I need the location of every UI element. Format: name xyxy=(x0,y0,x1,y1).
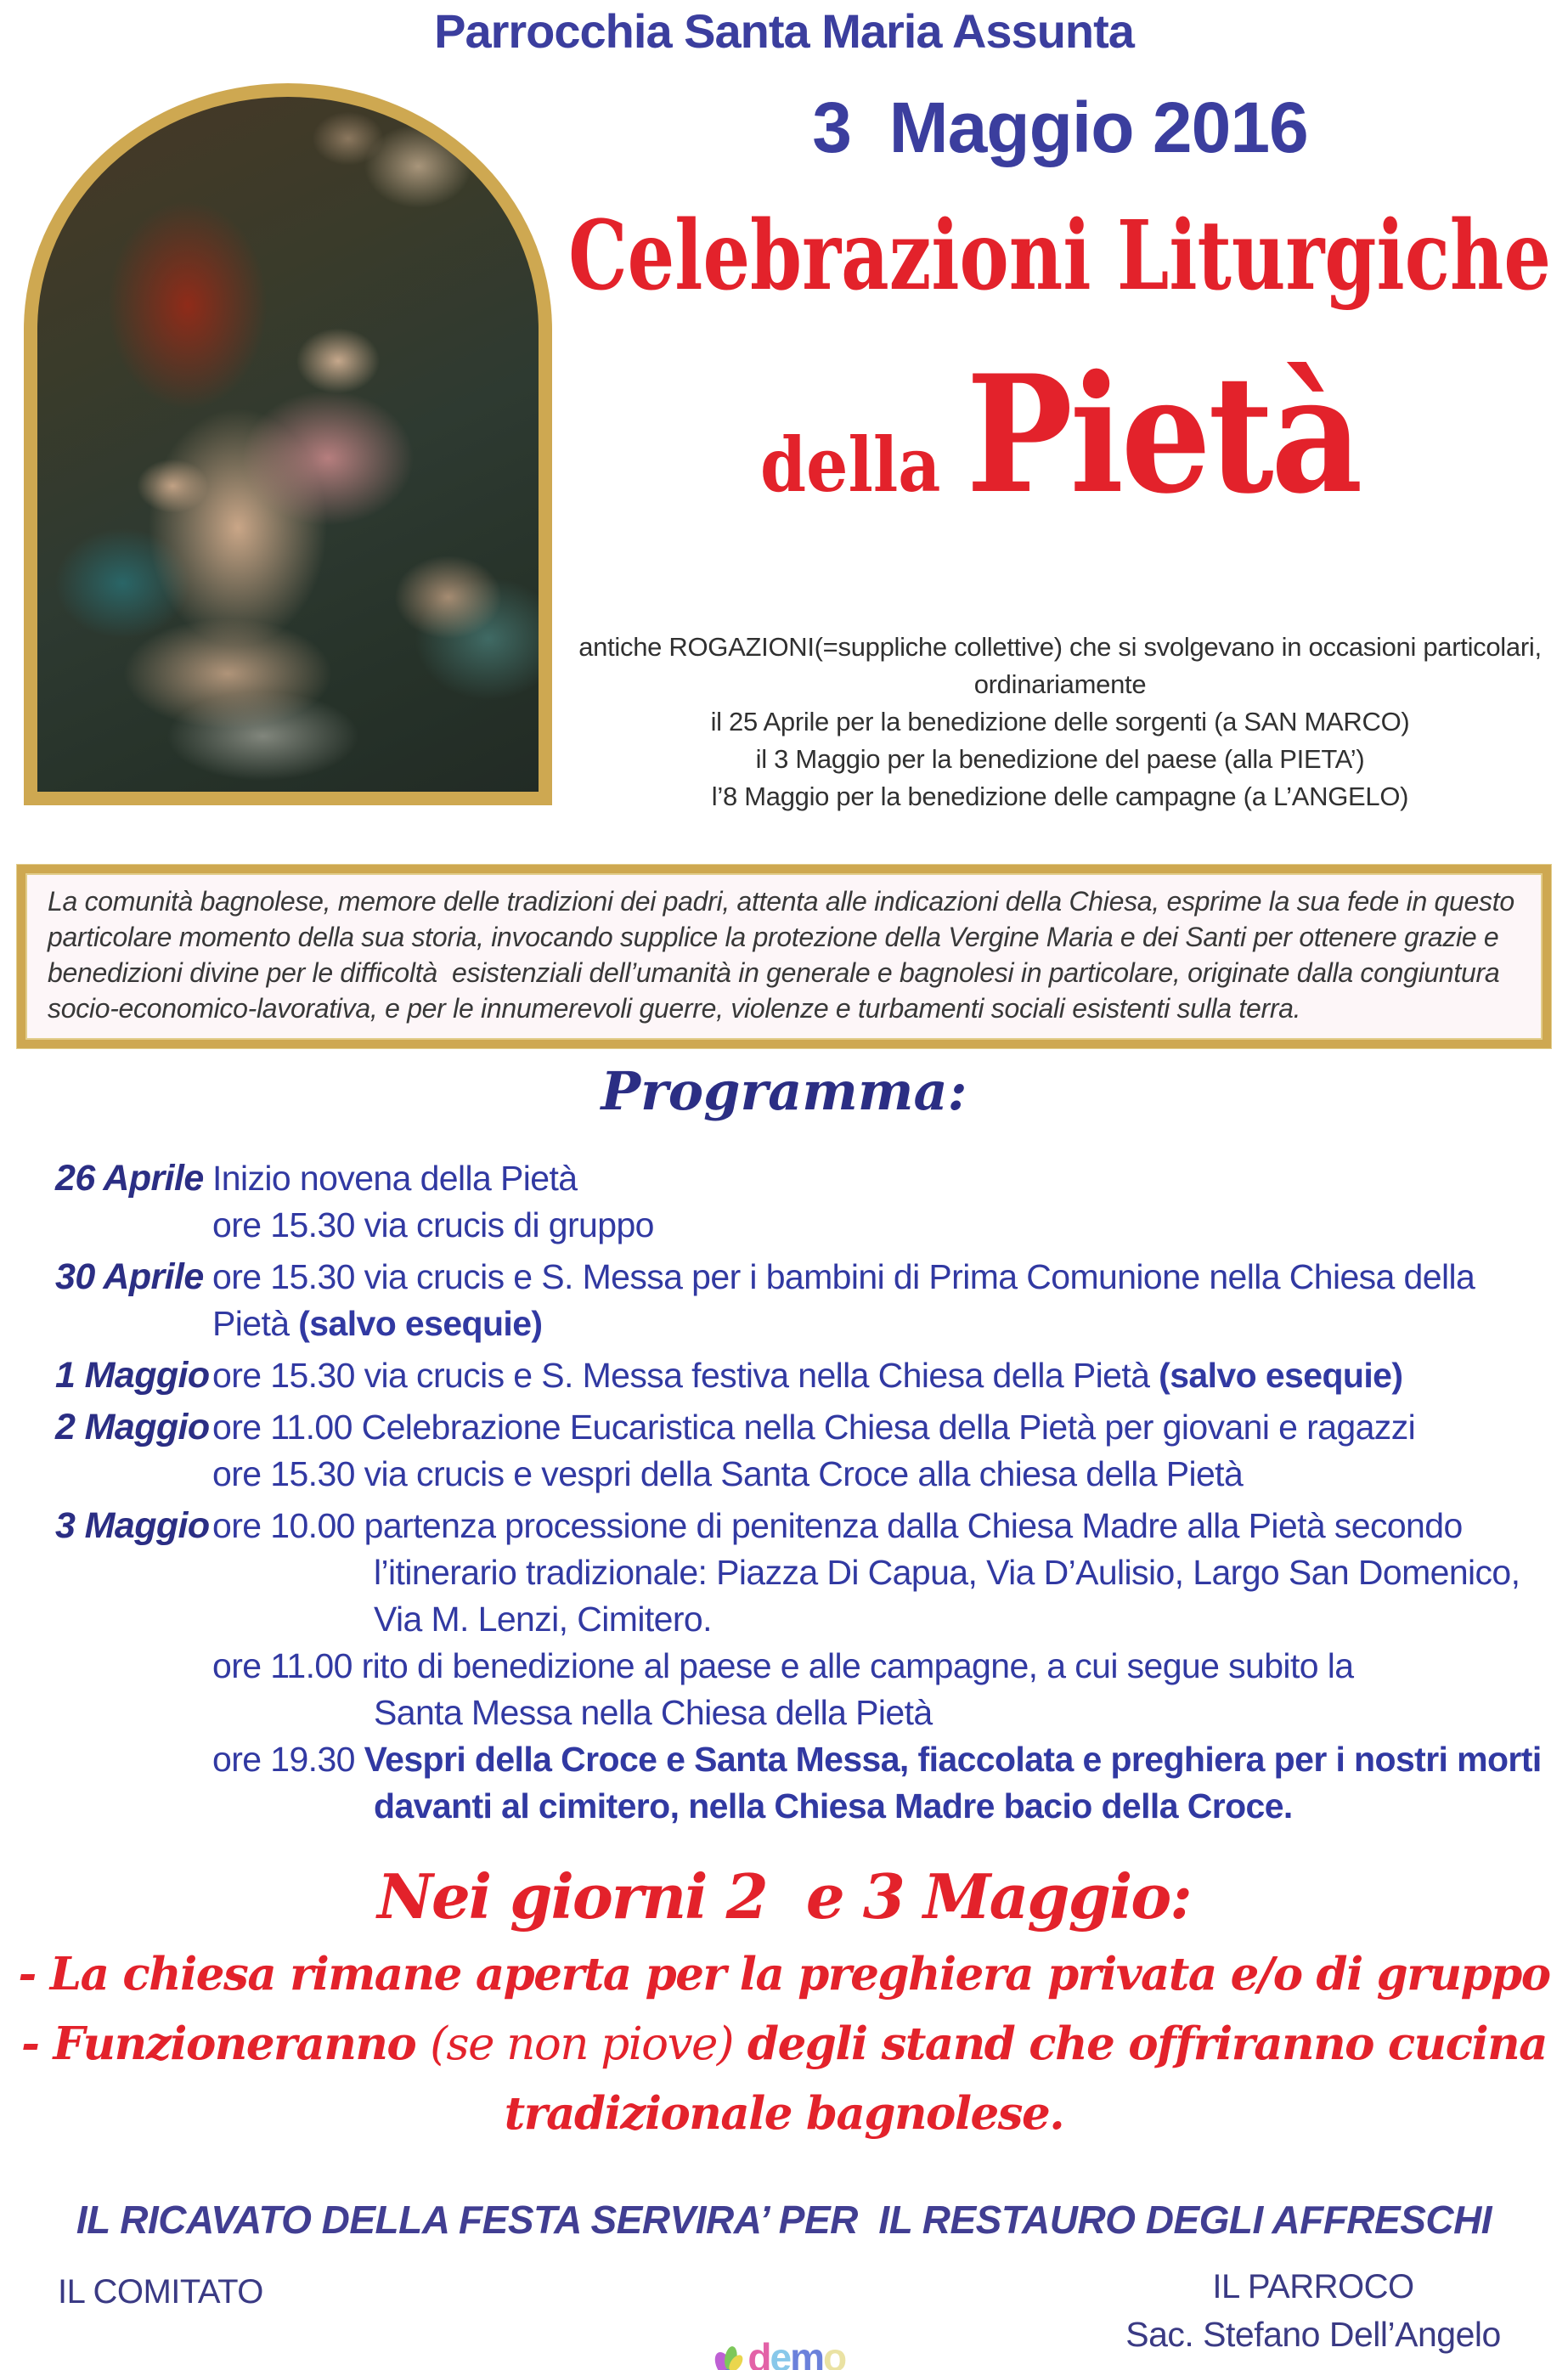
notice-line: - La chiesa rimane aperta per la preghiera privata e/o di gruppo xyxy=(18,1948,1550,2000)
program-entry-body xyxy=(212,1404,1550,1498)
program-line: ore 15.30 via crucis di gruppo xyxy=(212,1205,654,1244)
notice-heading: Nei giorni 2 e 3 Maggio: xyxy=(377,1860,1191,1933)
program-line: Santa Messa nella Chiesa della Pietà xyxy=(374,1693,933,1732)
program-date: 2 Maggio xyxy=(55,1407,210,1447)
intro-line: il 3 Maggio per la benedizione del paese (alla PIETA’) xyxy=(755,744,1365,774)
fundraising-note: IL RICAVATO DELLA FESTA SERVIRA’ PER IL RESTAURO DEGLI AFFRESCHI xyxy=(76,2198,1492,2242)
committee-signature: IL COMITATO xyxy=(58,2273,263,2311)
subtitle-main: Pietà xyxy=(966,340,1360,529)
subtitle-row xyxy=(613,340,1507,529)
program-line: davanti al cimitero, nella Chiesa Madre bacio della Croce. xyxy=(374,1786,1293,1825)
program-entry xyxy=(55,1254,1550,1347)
program-list xyxy=(55,1155,1550,1835)
main-title: Celebrazioni Liturgiche xyxy=(568,200,1552,312)
program-heading: Programma: xyxy=(601,1060,967,1122)
intro-line: l’8 Maggio per la benedizione delle campagne (a L’ANGELO) xyxy=(711,782,1409,811)
demo-watermark-text: demo xyxy=(747,2335,846,2370)
program-line: Via M. Lenzi, Cimitero. xyxy=(374,1600,712,1639)
demo-watermark xyxy=(712,2334,845,2370)
community-statement-box xyxy=(17,865,1551,1048)
program-date: 30 Aprile xyxy=(55,1256,204,1297)
subtitle-prefix: della xyxy=(760,420,941,509)
community-statement-text: La comunità bagnolese, memore delle tradizioni dei padri, attenta alle indicazioni della Chiesa, esprime la sua fede in questo particolare momento della sua storia, invocando supplice la protezione della Vergine Maria e dei Santi per ottenere grazie e benedizioni divine per le difficoltà esistenziali dell’umanità in generale e bagnolesi in particolare, originate dalla congiuntura socio-economico-lavorativa, e per le innumerevoli guerre, violenze e turbamenti sociali esistenti sulla terra. xyxy=(48,886,1522,1024)
program-entry xyxy=(55,1155,1550,1249)
program-entry-body xyxy=(212,1155,1550,1249)
main-title-row xyxy=(552,200,1568,312)
program-entry-body xyxy=(212,1352,1550,1399)
program-line: l’itinerario tradizionale: Piazza Di Capua, Via D’Aulisio, Largo San Domenico, xyxy=(374,1553,1520,1592)
event-date: 3 Maggio 2016 xyxy=(812,87,1308,167)
pieta-painting xyxy=(24,83,552,805)
program-line: ore 10.00 partenza processione di penitenza dalla Chiesa Madre alla Pietà secondo xyxy=(212,1506,1463,1545)
program-entry-body xyxy=(212,1254,1550,1347)
parson-name: Sac. Stefano Dell’Angelo xyxy=(1125,2315,1501,2354)
program-line: ore 15.30 via crucis e S. Messa festiva nella Chiesa della Pietà (salvo esequie) xyxy=(212,1356,1403,1395)
intro-line: ordinariamente xyxy=(973,669,1147,699)
notice-line: tradizionale bagnolese. xyxy=(504,2087,1064,2140)
intro-line: antiche ROGAZIONI(=suppliche collettive) che si svolgevano in occasioni particolari, xyxy=(578,632,1542,662)
program-line: ore 15.30 via crucis e S. Messa per i bambini di Prima Comunione nella Chiesa della xyxy=(212,1257,1475,1296)
program-line: Inizio novena della Pietà xyxy=(212,1159,578,1198)
notice-lines xyxy=(0,1948,1568,2140)
program-entry xyxy=(55,1352,1550,1399)
program-date: 3 Maggio xyxy=(55,1505,210,1546)
program-line: ore 11.00 rito di benedizione al paese e alle campagne, a cui segue subito la xyxy=(212,1646,1354,1685)
intro-paragraph xyxy=(552,629,1568,815)
notice-section xyxy=(0,1860,1568,2157)
parson-title: IL PARROCO xyxy=(1212,2268,1414,2305)
demo-watermark-icon xyxy=(712,2341,746,2370)
parish-title: Parrocchia Santa Maria Assunta xyxy=(434,4,1134,58)
program-entry xyxy=(55,1404,1550,1498)
parson-signature xyxy=(1084,2268,1543,2355)
program-entry-body xyxy=(212,1503,1550,1830)
program-date: 26 Aprile xyxy=(55,1158,204,1199)
program-line: ore 11.00 Celebrazione Eucaristica nella Chiesa della Pietà per giovani e ragazzi xyxy=(212,1408,1416,1447)
program-date: 1 Maggio xyxy=(55,1355,210,1396)
program-line: Pietà (salvo esequie) xyxy=(212,1304,543,1343)
intro-line: il 25 Aprile per la benedizione delle sorgenti (a SAN MARCO) xyxy=(710,707,1410,736)
program-line: ore 15.30 via crucis e vespri della Santa Croce alla chiesa della Pietà xyxy=(212,1454,1244,1493)
notice-line: - Funzioneranno (se non piove) degli stand che offriranno cucina xyxy=(21,2017,1547,2070)
program-line: ore 19.30 Vespri della Croce e Santa Messa, fiaccolata e preghiera per i nostri morti xyxy=(212,1740,1542,1779)
program-entry xyxy=(55,1503,1550,1830)
